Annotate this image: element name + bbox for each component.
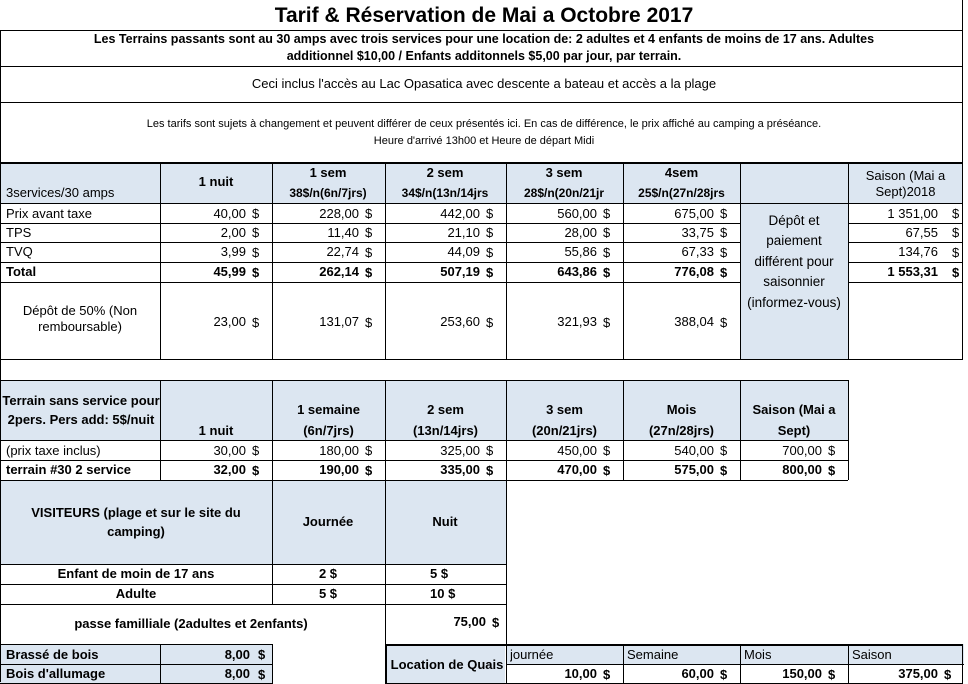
grid-line (160, 162, 161, 360)
service-value-r3-c4: 776,08 (674, 264, 714, 280)
extra-dollar-allumage: $ (258, 666, 266, 682)
grid-line (848, 223, 963, 224)
service-dollar-r1-c2: $ (486, 225, 494, 240)
service-value-r2-c2: 44,09 (447, 244, 480, 260)
services-header-season: Saison (Mai a Sept)2018 (865, 167, 946, 199)
services-header-3-sem-rate: 28$/n(20n/21jr (523, 185, 605, 200)
notice-line-2: Heure d'arrivé 13h00 et Heure de départ Midi (373, 134, 595, 147)
deposit-dollar-c0: $ (252, 314, 260, 330)
ns-header-c1-sub: (6n/7jrs) (303, 422, 354, 438)
ns-dollar-r1-c2: $ (486, 462, 494, 478)
ns-value-r0-c2: 325,00 (440, 442, 480, 458)
grid-line (385, 644, 963, 646)
service-value-r3-c0: 45,99 (213, 264, 246, 280)
service-value-r2-c1: 22,74 (326, 244, 359, 260)
ns-header-c5-sub: Sept) (777, 422, 811, 438)
extra-dollar-brasse: $ (258, 647, 266, 662)
ns-dollar-r0-c5: $ (828, 443, 836, 458)
family-pass-price: 75,00 (453, 614, 486, 630)
visitors-col-night: Nuit (432, 514, 458, 530)
service-value-r1-c0: 2,00 (220, 224, 246, 240)
service-dollar-r0-c1: $ (365, 206, 373, 221)
ns-value-r0-c1: 180,00 (319, 442, 359, 458)
visitor-row-adult-label: Adulte (115, 586, 157, 602)
service-dollar-r3-c4: $ (720, 264, 728, 280)
dock-col-3: Saison (852, 646, 892, 662)
season-dollar-prix: $ (952, 206, 960, 221)
service-dollar-r2-c3: $ (603, 244, 611, 260)
grid-line (385, 480, 386, 564)
visitors-label: VISITEURS (plage et sur le site du camping) (31, 504, 241, 539)
ns-value-r1-c5: 800,00 (782, 462, 822, 478)
dock-dollar-0: $ (603, 666, 611, 682)
row-label-total: Total (6, 264, 37, 280)
grid-line (272, 380, 273, 480)
ns-value-r1-c2: 335,00 (440, 462, 480, 478)
ns-value-r1-c3: 470,00 (557, 462, 597, 478)
deposit-value-c4: 388,04 (674, 314, 714, 330)
ns-header-c4-sub: (27n/28jrs) (648, 422, 715, 438)
service-value-r3-c3: 643,86 (557, 264, 597, 280)
dock-col-1: Semaine (627, 646, 679, 662)
deposit-note: Dépôt et paiement différent pour saisonnier (informez-vous) (747, 212, 841, 310)
dock-label: Location de Quais (390, 656, 504, 672)
service-dollar-r2-c1: $ (365, 244, 373, 260)
grid-line (0, 223, 740, 224)
grid-line (848, 644, 849, 684)
visitor-row-child-day: 2 $ (318, 566, 338, 582)
grid-line (506, 380, 507, 480)
grid-line (385, 380, 386, 480)
service-dollar-r1-c3: $ (603, 225, 611, 240)
deposit-dollar-c2: $ (486, 314, 494, 330)
ns-dollar-r1-c4: $ (720, 462, 728, 478)
grid-line (0, 664, 272, 665)
service-dollar-r2-c4: $ (720, 244, 728, 260)
grid-line (0, 262, 740, 263)
ns-dollar-r1-c1: $ (365, 462, 373, 478)
grid-line (623, 380, 624, 480)
ns-header-c2: 2 sem (427, 402, 464, 418)
dock-dollar-3: $ (944, 666, 952, 682)
service-value-r2-c3: 55,86 (564, 244, 597, 260)
service-value-r0-c1: 228,00 (319, 205, 359, 221)
services-header-1-nuit: 1 nuit (198, 174, 234, 190)
grid-line (506, 162, 507, 360)
ns-header-c0: 1 nuit (198, 422, 234, 438)
grid-line (0, 604, 506, 605)
grid-line (0, 242, 740, 243)
service-dollar-r3-c3: $ (603, 264, 611, 280)
row-label-prix-avant-taxe: Prix avant taxe (6, 205, 92, 221)
grid-line (272, 480, 273, 564)
grid-line (0, 480, 848, 481)
service-dollar-r1-c0: $ (252, 225, 260, 240)
extra-label-brasse: Brassé de bois (6, 646, 99, 662)
family-pass-label: passe familliale (2adultes et 2enfants) (74, 616, 308, 632)
grid-line (962, 644, 963, 684)
ns-dollar-r0-c2: $ (486, 443, 494, 458)
visitor-row-child-label: Enfant de moin de 17 ans (57, 566, 215, 582)
ns-value-r0-c5: 700,00 (782, 442, 822, 458)
ns-dollar-r1-c3: $ (603, 462, 611, 478)
service-value-r0-c0: 40,00 (213, 205, 246, 221)
service-value-r0-c4: 675,00 (674, 205, 714, 221)
services-header-3-sem: 3 sem (545, 165, 583, 181)
grid-line (160, 644, 161, 684)
season-value-prix: 1 351,00 (887, 205, 938, 221)
grid-line (848, 380, 849, 480)
service-value-r1-c2: 21,10 (447, 224, 480, 240)
grid-line (0, 584, 506, 585)
dock-col-0: journée (510, 646, 554, 662)
grid-line (848, 262, 963, 263)
grid-line (848, 162, 849, 360)
visitor-row-child-night: 5 $ (430, 566, 449, 582)
service-value-r1-c4: 33,75 (681, 224, 714, 240)
service-value-r1-c3: 28,00 (564, 224, 597, 240)
service-value-r3-c2: 507,19 (440, 264, 480, 280)
intro-line-2: additionnel $10,00 / Enfants additonnels $5,00 par jour, par terrain. (286, 49, 682, 63)
dock-dollar-1: $ (720, 666, 728, 682)
grid-line (0, 564, 506, 565)
ns-dollar-r0-c4: $ (720, 443, 728, 458)
grid-line (0, 282, 740, 283)
services-header-4-sem: 4sem (664, 165, 699, 181)
grid-line (272, 564, 273, 604)
grid-line (848, 282, 963, 283)
lake-access-text: Ceci inclus l'accès au Lac Opasatica avec descente a bateau et accès a la plage (251, 76, 717, 92)
grid-line (962, 0, 963, 360)
ns-dollar-r0-c3: $ (603, 443, 611, 458)
service-dollar-r0-c3: $ (603, 206, 611, 221)
extra-label-allumage: Bois d'allumage (6, 666, 106, 682)
grid-line (385, 604, 386, 644)
row-label-deposit: Dépôt de 50% (Non remboursable) (22, 303, 138, 334)
dock-value-0: 10,00 (564, 666, 597, 682)
grid-line (0, 162, 963, 164)
season-value-tvq: 134,76 (898, 244, 938, 260)
ns-header-c3-sub: (20n/21jrs) (531, 422, 598, 438)
row-label-tps: TPS (6, 224, 32, 240)
grid-line (272, 162, 273, 360)
service-value-r0-c3: 560,00 (557, 205, 597, 221)
service-value-r2-c4: 67,33 (681, 244, 714, 260)
no-service-corner-label: Terrain sans service pour 2pers. Pers add: 5$/nuit (2, 392, 160, 427)
service-value-r0-c2: 442,00 (440, 205, 480, 221)
visitors-col-day: Journée (302, 514, 354, 530)
service-value-r2-c0: 3,99 (220, 244, 246, 260)
services-corner-label: 3services/30 amps (6, 185, 115, 201)
grid-line (623, 644, 624, 684)
ns-header-c3: 3 sem (546, 402, 583, 418)
ns-dollar-r1-c0: $ (252, 462, 260, 478)
services-header-2-sem: 2 sem (426, 165, 464, 181)
notice-line-1: Les tarifs sont sujets à changement et peuvent différer de ceux présentés ici. En cas de différence, le prix affiché au camping a préséance. (146, 117, 822, 130)
deposit-value-c0: 23,00 (213, 314, 246, 330)
ns-row-label-2: terrain #30 2 service (6, 462, 132, 478)
service-dollar-r3-c0: $ (252, 264, 260, 280)
season-dollar-total: $ (952, 264, 960, 280)
grid-line (506, 644, 507, 684)
ns-row-label-1: (prix taxe inclus) (6, 442, 101, 458)
service-dollar-r2-c2: $ (486, 244, 494, 260)
dock-value-2: 150,00 (782, 666, 822, 682)
grid-line (506, 664, 964, 665)
family-pass-dollar: $ (492, 614, 500, 630)
grid-line (0, 66, 963, 67)
services-header-1-sem: 1 sem (309, 165, 347, 181)
ns-value-r1-c1: 190,00 (319, 462, 359, 478)
grid-line (0, 203, 963, 204)
ns-value-r0-c3: 450,00 (557, 442, 597, 458)
deposit-dollar-c4: $ (720, 314, 728, 330)
ns-value-r1-c4: 575,00 (674, 462, 714, 478)
deposit-dollar-c3: $ (603, 314, 611, 330)
page-title: Tarif & Réservation de Mai a Octobre 2017 (274, 3, 694, 27)
ns-header-c4: Mois (666, 402, 697, 418)
grid-line (385, 644, 387, 684)
ns-header-c1: 1 semaine (297, 402, 360, 418)
season-dollar-tps: $ (952, 225, 960, 240)
service-dollar-r3-c1: $ (365, 264, 373, 280)
grid-line (385, 564, 386, 604)
grid-line (0, 102, 963, 103)
service-value-r3-c1: 262,14 (319, 264, 359, 280)
grid-line (0, 644, 272, 645)
extra-price-allumage: 8,00 (224, 666, 250, 682)
ns-dollar-r0-c0: $ (252, 443, 260, 458)
grid-line (740, 380, 741, 480)
ns-dollar-r0-c1: $ (365, 443, 373, 458)
grid-line (0, 30, 963, 31)
dock-col-2: Mois (744, 646, 772, 662)
deposit-value-c1: 131,07 (319, 314, 359, 330)
intro-line-1: Les Terrains passants sont au 30 amps avec trois services pour une location de: 2 adultes et 4 enfants de moins de 17 ans. Adultes (93, 32, 875, 46)
ns-value-r0-c0: 30,00 (213, 442, 246, 458)
season-dollar-tvq: $ (952, 244, 960, 260)
grid-line (0, 359, 963, 360)
ns-dollar-r1-c5: $ (828, 462, 836, 478)
dock-value-1: 60,00 (681, 666, 714, 682)
season-value-tps: 67,55 (905, 224, 938, 240)
deposit-value-c2: 253,60 (440, 314, 480, 330)
ns-header-c5: Saison (Mai a (752, 402, 836, 418)
service-dollar-r1-c1: $ (365, 225, 373, 240)
service-dollar-r0-c4: $ (720, 206, 728, 221)
dock-dollar-2: $ (828, 666, 836, 682)
grid-line (740, 644, 741, 684)
service-value-r1-c1: 11,40 (327, 224, 359, 240)
grid-line (0, 380, 848, 381)
dock-value-3: 375,00 (898, 666, 938, 682)
services-header-2-sem-rate: 34$/n(13n/14jrs (401, 185, 489, 200)
grid-line (848, 242, 963, 243)
visitor-row-adult-night: 10 $ (430, 586, 456, 602)
grid-line (160, 380, 161, 480)
service-dollar-r1-c4: $ (720, 225, 728, 240)
extra-price-brasse: 8,00 (224, 646, 250, 662)
service-dollar-r3-c2: $ (486, 264, 494, 280)
visitor-row-adult-day: 5 $ (318, 586, 338, 602)
grid-line (740, 162, 741, 360)
grid-line (385, 162, 386, 360)
deposit-value-c3: 321,93 (557, 314, 597, 330)
grid-line (623, 162, 624, 360)
services-header-4-sem-rate: 25$/n(27n/28jrs (638, 185, 725, 200)
ns-value-r1-c0: 32,00 (213, 462, 246, 478)
grid-line (506, 480, 507, 644)
service-dollar-r0-c0: $ (252, 206, 260, 221)
ns-value-r0-c4: 540,00 (674, 442, 714, 458)
ns-header-c2-sub: (13n/14jrs) (412, 422, 479, 438)
service-dollar-r0-c2: $ (486, 206, 494, 221)
grid-line (0, 440, 848, 441)
deposit-dollar-c1: $ (365, 314, 373, 330)
services-header-1-sem-rate: 38$/n(6n/7jrs) (289, 185, 367, 200)
season-value-total: 1 553,31 (887, 264, 938, 280)
row-label-tvq: TVQ (6, 244, 33, 260)
service-dollar-r2-c0: $ (252, 244, 260, 260)
grid-line (0, 460, 848, 461)
grid-line (272, 644, 273, 684)
